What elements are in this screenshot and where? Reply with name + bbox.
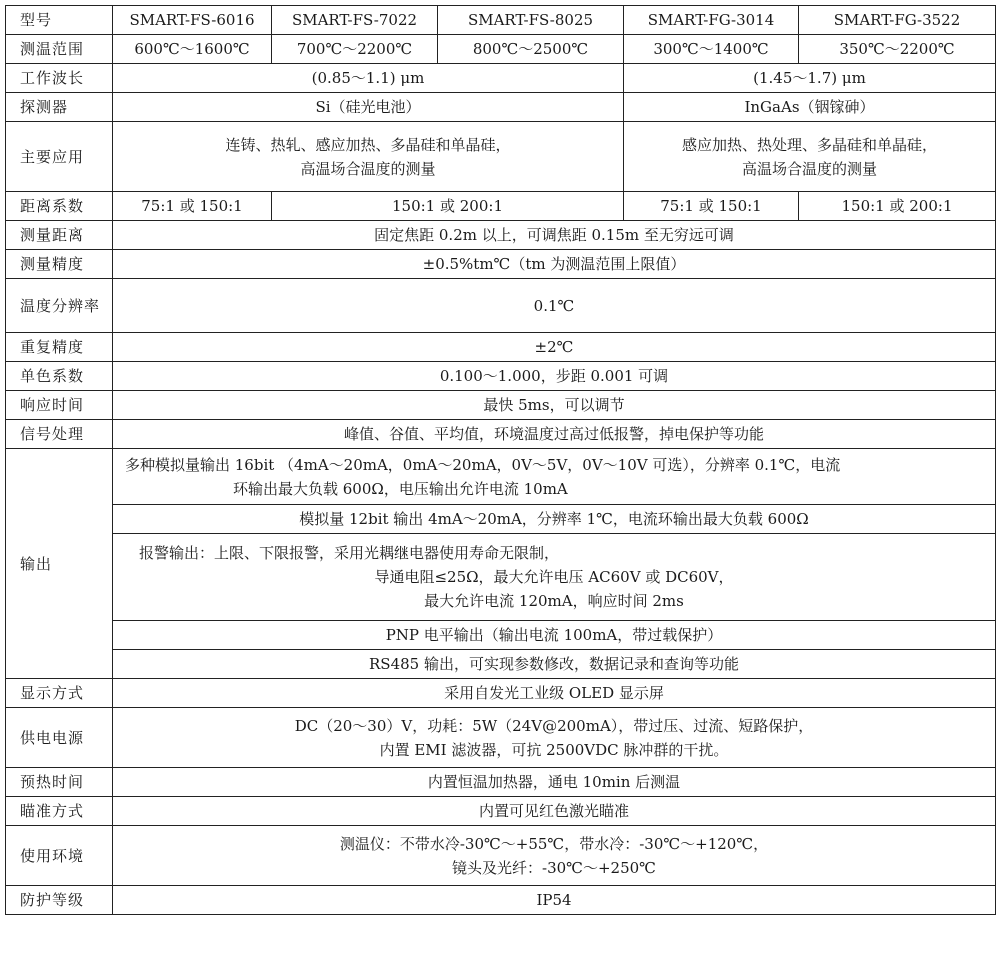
detector-ingaas: InGaAs（铟镓砷）: [624, 93, 996, 122]
row-distance-ratio: [6, 192, 996, 221]
label-display: 显示方式: [6, 679, 113, 708]
output-analog12: 模拟量 12bit 输出 4mA～20mA，分辨率 1℃，电流环输出最大负载 600Ω: [113, 505, 996, 534]
row-application: [6, 122, 996, 192]
output-pnp: PNP 电平输出（输出电流 100mA，带过载保护）: [113, 621, 996, 650]
row-resolution: [6, 279, 996, 333]
application-line: 高温场合温度的测量: [741, 159, 877, 178]
output-line: 多种模拟量输出 16bit （4mA～20mA，0mA～20mA，0V～5V，0V～10V 可选），分辨率 0.1℃，电流: [125, 455, 841, 474]
label-distance-ratio: 距离系数: [6, 192, 113, 221]
row-power: [6, 708, 996, 768]
application-si: [113, 122, 624, 192]
row-output-analog12: [6, 505, 996, 534]
row-wavelength: [6, 64, 996, 93]
row-display: [6, 679, 996, 708]
distance-ratio-cell: 75:1 或 150:1: [624, 192, 799, 221]
label-output: 输出: [6, 449, 113, 679]
row-range: [6, 35, 996, 64]
row-environment: [6, 826, 996, 886]
distance-ratio-cell: 150:1 或 200:1: [272, 192, 624, 221]
label-range: 测温范围: [6, 35, 113, 64]
label-distance: 测量距离: [6, 221, 113, 250]
model-cell: SMART-FS-7022: [272, 6, 438, 35]
row-output-pnp: [6, 621, 996, 650]
environment-line: 镜头及光纤：-30℃～+250℃: [452, 858, 656, 877]
display-value: 采用自发光工业级 OLED 显示屏: [113, 679, 996, 708]
row-response: [6, 391, 996, 420]
row-emissivity: [6, 362, 996, 391]
row-aiming: [6, 797, 996, 826]
distance-value: 固定焦距 0.2m 以上，可调焦距 0.15m 至无穷远可调: [113, 221, 996, 250]
range-cell: 700℃～2200℃: [272, 35, 438, 64]
row-signal: [6, 420, 996, 449]
label-application: 主要应用: [6, 122, 113, 192]
environment-line: 测温仪：不带水冷-30℃～+55℃，带水冷：-30℃～+120℃，: [339, 834, 769, 853]
output-line: 环输出最大负载 600Ω，电压输出允许电流 10mA: [233, 479, 568, 498]
row-warmup: [6, 768, 996, 797]
application-line: 高温场合温度的测量: [300, 159, 436, 178]
power-line: DC（20～30）V，功耗：5W（24V@200mA），带过压、过流、短路保护，: [294, 716, 814, 735]
wavelength-si: (0.85～1.1) μm: [113, 64, 624, 93]
output-line: 导通电阻≤25Ω，最大允许电压 AC60V 或 DC60V，: [374, 568, 734, 586]
accuracy-value: ±0.5%tm℃（tm 为测温范围上限值）: [113, 250, 996, 279]
warmup-value: 内置恒温加热器，通电 10min 后测温: [113, 768, 996, 797]
power-line: 内置 EMI 滤波器，可抗 2500VDC 脉冲群的干扰。: [379, 740, 729, 759]
aiming-value: 内置可见红色激光瞄准: [113, 797, 996, 826]
range-cell: 600℃～1600℃: [113, 35, 272, 64]
application-line: 连铸、热轧、感应加热、多晶硅和单晶硅，: [225, 135, 511, 154]
protection-value: IP54: [113, 886, 996, 915]
row-output-analog16: [6, 449, 996, 505]
distance-ratio-cell: 150:1 或 200:1: [799, 192, 996, 221]
row-repeatability: [6, 333, 996, 362]
row-protection: [6, 886, 996, 915]
environment-value: [113, 826, 996, 886]
model-cell: SMART-FG-3014: [624, 6, 799, 35]
model-cell: SMART-FS-8025: [438, 6, 624, 35]
detector-si: Si（硅光电池）: [113, 93, 624, 122]
label-power: 供电电源: [6, 708, 113, 768]
power-value: [113, 708, 996, 768]
label-model: 型号: [6, 6, 113, 35]
row-model: [6, 6, 996, 35]
label-repeatability: 重复精度: [6, 333, 113, 362]
label-warmup: 预热时间: [6, 768, 113, 797]
signal-value: 峰值、谷值、平均值，环境温度过高过低报警，掉电保护等功能: [113, 420, 996, 449]
output-line: 报警输出：上限、下限报警，采用光耦继电器使用寿命无限制，: [139, 544, 560, 562]
label-emissivity: 单色系数: [6, 362, 113, 391]
wavelength-ingaas: (1.45～1.7) μm: [624, 64, 996, 93]
label-signal: 信号处理: [6, 420, 113, 449]
model-cell: SMART-FG-3522: [799, 6, 996, 35]
model-cell: SMART-FS-6016: [113, 6, 272, 35]
label-environment: 使用环境: [6, 826, 113, 886]
row-output-rs485: [6, 650, 996, 679]
response-value: 最快 5ms，可以调节: [113, 391, 996, 420]
label-accuracy: 测量精度: [6, 250, 113, 279]
emissivity-value: 0.100～1.000，步距 0.001 可调: [113, 362, 996, 391]
output-line: 最大允许电流 120mA，响应时间 2ms: [424, 592, 684, 610]
range-cell: 800℃～2500℃: [438, 35, 624, 64]
distance-ratio-cell: 75:1 或 150:1: [113, 192, 272, 221]
row-distance: [6, 221, 996, 250]
row-detector: [6, 93, 996, 122]
repeatability-value: ±2℃: [113, 333, 996, 362]
row-output-alarm: [6, 534, 996, 621]
label-wavelength: 工作波长: [6, 64, 113, 93]
range-cell: 300℃～1400℃: [624, 35, 799, 64]
row-accuracy: [6, 250, 996, 279]
output-analog16: [113, 449, 996, 505]
output-alarm: [113, 534, 996, 621]
label-resolution: 温度分辨率: [6, 279, 113, 333]
application-ingaas: [624, 122, 996, 192]
application-line: 感应加热、热处理、多晶硅和单晶硅，: [681, 135, 937, 154]
label-aiming: 瞄准方式: [6, 797, 113, 826]
range-cell: 350℃～2200℃: [799, 35, 996, 64]
output-rs485: RS485 输出，可实现参数修改，数据记录和查询等功能: [113, 650, 996, 679]
label-response: 响应时间: [6, 391, 113, 420]
resolution-value: 0.1℃: [113, 279, 996, 333]
label-detector: 探测器: [6, 93, 113, 122]
spec-table: [5, 5, 996, 915]
label-protection: 防护等级: [6, 886, 113, 915]
